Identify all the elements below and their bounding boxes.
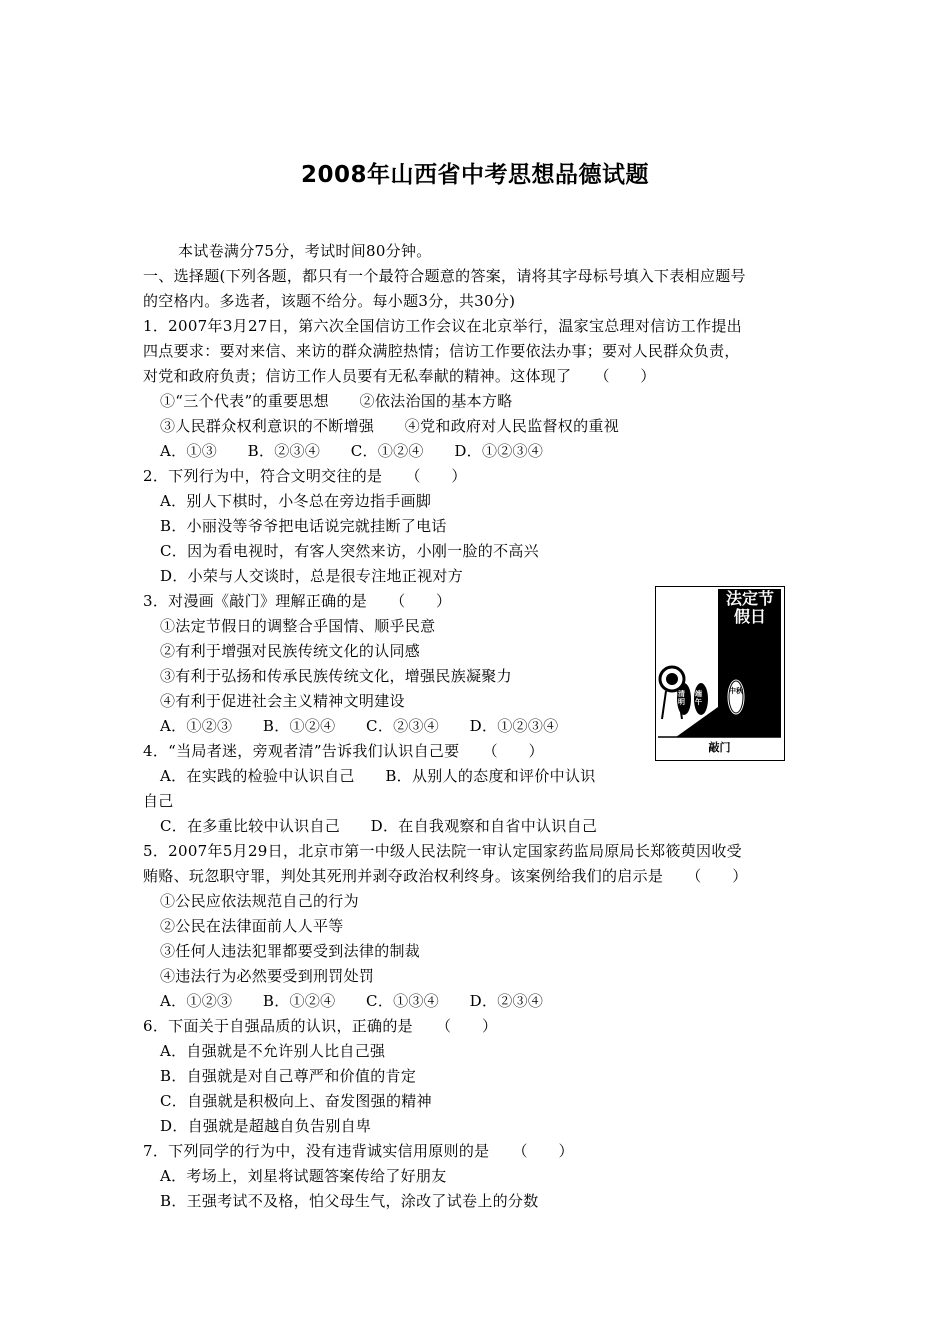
- q5-option-1: ①公民应依法规范自己的行为: [160, 892, 359, 910]
- q3-choices: A．①②③ B．①②④ C．②③④ D．①②③④: [160, 717, 559, 735]
- tag-zhongqiu: 中秋: [729, 687, 743, 695]
- section-heading: 一、选择题(下列各题，都只有一个最符合题意的答案，请将其字母标号填入下表相应题号: [143, 267, 746, 285]
- q7-stem: 7．下列同学的行为中，没有违背诚实信用原则的是 （ ）: [143, 1142, 574, 1160]
- q2-stem: 2．下列行为中，符合文明交往的是 （ ）: [143, 467, 467, 485]
- q6-option-b: B．自强就是对自己尊严和价值的肯定: [160, 1067, 417, 1085]
- q2-option-b: B．小丽没等爷爷把电话说完就挂断了电话: [160, 517, 447, 535]
- q6-stem: 6．下面关于自强品质的认识，正确的是 （ ）: [143, 1017, 498, 1035]
- cartoon-knocking-door: [655, 586, 785, 761]
- q1-options-2: ③人民群众权利意识的不断增强 ④党和政府对人民监督权的重视: [160, 417, 620, 435]
- q4-options-ab-wrap: 自己: [143, 792, 174, 810]
- q3-option-3: ③有利于弘扬和传承民族传统文化，增强民族凝聚力: [160, 667, 512, 685]
- figure-zhongqiu-outline: [729, 681, 743, 713]
- wreath-stand-left: [662, 691, 666, 719]
- banner-text-1: 法定节: [725, 589, 774, 608]
- q4-options-cd: C．在多重比较中认识自己 D．在自我观察和自省中认识自己: [160, 817, 598, 835]
- cartoon-caption: 敲门: [708, 741, 731, 754]
- wreath-center-icon: [666, 673, 678, 685]
- q5-option-4: ④违法行为必然要受到刑罚处罚: [160, 967, 375, 985]
- section-heading-cont: 的空格内。多选者，该题不给分。每小题3分，共30分): [143, 292, 516, 310]
- cartoon-banner: [720, 590, 780, 626]
- q1-choices: A．①③ B．②③④ C．①②④ D．①②③④: [160, 442, 544, 460]
- q5-stem: 5．2007年5月29日，北京市第一中级人民法院一审认定国家药监局原局长郑筱萸因收受: [143, 842, 742, 860]
- q2-option-a: A．别人下棋时，小冬总在旁边指手画脚: [160, 492, 432, 510]
- q6-option-c: C．自强就是积极向上、奋发图强的精神: [160, 1092, 432, 1110]
- q6-option-d: D．自强就是超越自负告别自卑: [160, 1117, 372, 1135]
- q7-option-b: B．王强考试不及格，怕父母生气，涂改了试卷上的分数: [160, 1192, 539, 1210]
- q6-option-a: A．自强就是不允许别人比自己强: [160, 1042, 386, 1060]
- q5-stem-line2: 贿赂、玩忽职守罪，判处其死刑并剥夺政治权利终身。该案例给我们的启示是 （ ）: [143, 867, 748, 885]
- q1-stem-line3: 对党和政府负责；信访工作人员要有无私奉献的精神。这体现了 （ ）: [143, 367, 656, 385]
- q1-stem: 1．2007年3月27日，第六次全国信访工作会议在北京举行，温家宝总理对信访工作提出: [143, 317, 742, 335]
- tag-duanwu: 端午: [695, 690, 702, 706]
- q1-stem-line2: 四点要求：要对来信、来访的群众满腔热情；信访工作要依法办事；要对人民群众负责，: [143, 342, 740, 360]
- q5-option-3: ③任何人违法犯罪都要受到法律的制裁: [160, 942, 421, 960]
- page-title: 2008年山西省中考思想品德试题: [300, 162, 649, 188]
- q3-option-4: ④有利于促进社会主义精神文明建设: [160, 692, 405, 710]
- q2-option-c: C．因为看电视时，有客人突然来访，小刚一脸的不高兴: [160, 542, 539, 560]
- q3-option-1: ①法定节假日的调整合乎国情、顺乎民意: [160, 617, 436, 635]
- q2-option-d: D．小荣与人交谈时，总是很专注地正视对方: [160, 567, 464, 585]
- q3-option-2: ②有利于增强对民族传统文化的认同感: [160, 642, 421, 660]
- q3-stem: 3．对漫画《敲门》理解正确的是 （ ）: [143, 592, 452, 610]
- q5-option-2: ②公民在法律面前人人平等: [160, 917, 344, 935]
- q4-stem: 4．“当局者迷，旁观者清”告诉我们认识自己要 （ ）: [143, 742, 544, 760]
- banner-text-2: 假日: [733, 607, 766, 626]
- q1-options-1: ①“三个代表”的重要思想 ②依法治国的基本方略: [160, 392, 513, 410]
- q4-options-ab: A．在实践的检验中认识自己 B．从别人的态度和评价中认识: [160, 767, 596, 785]
- q5-choices: A．①②③ B．①②④ C．①③④ D．②③④: [160, 992, 544, 1010]
- q7-option-a: A．考场上，刘星将试题答案传给了好朋友: [160, 1167, 447, 1185]
- tag-qingming: 清明: [678, 690, 685, 706]
- intro-text: 本试卷满分75分，考试时间80分钟。: [178, 242, 432, 260]
